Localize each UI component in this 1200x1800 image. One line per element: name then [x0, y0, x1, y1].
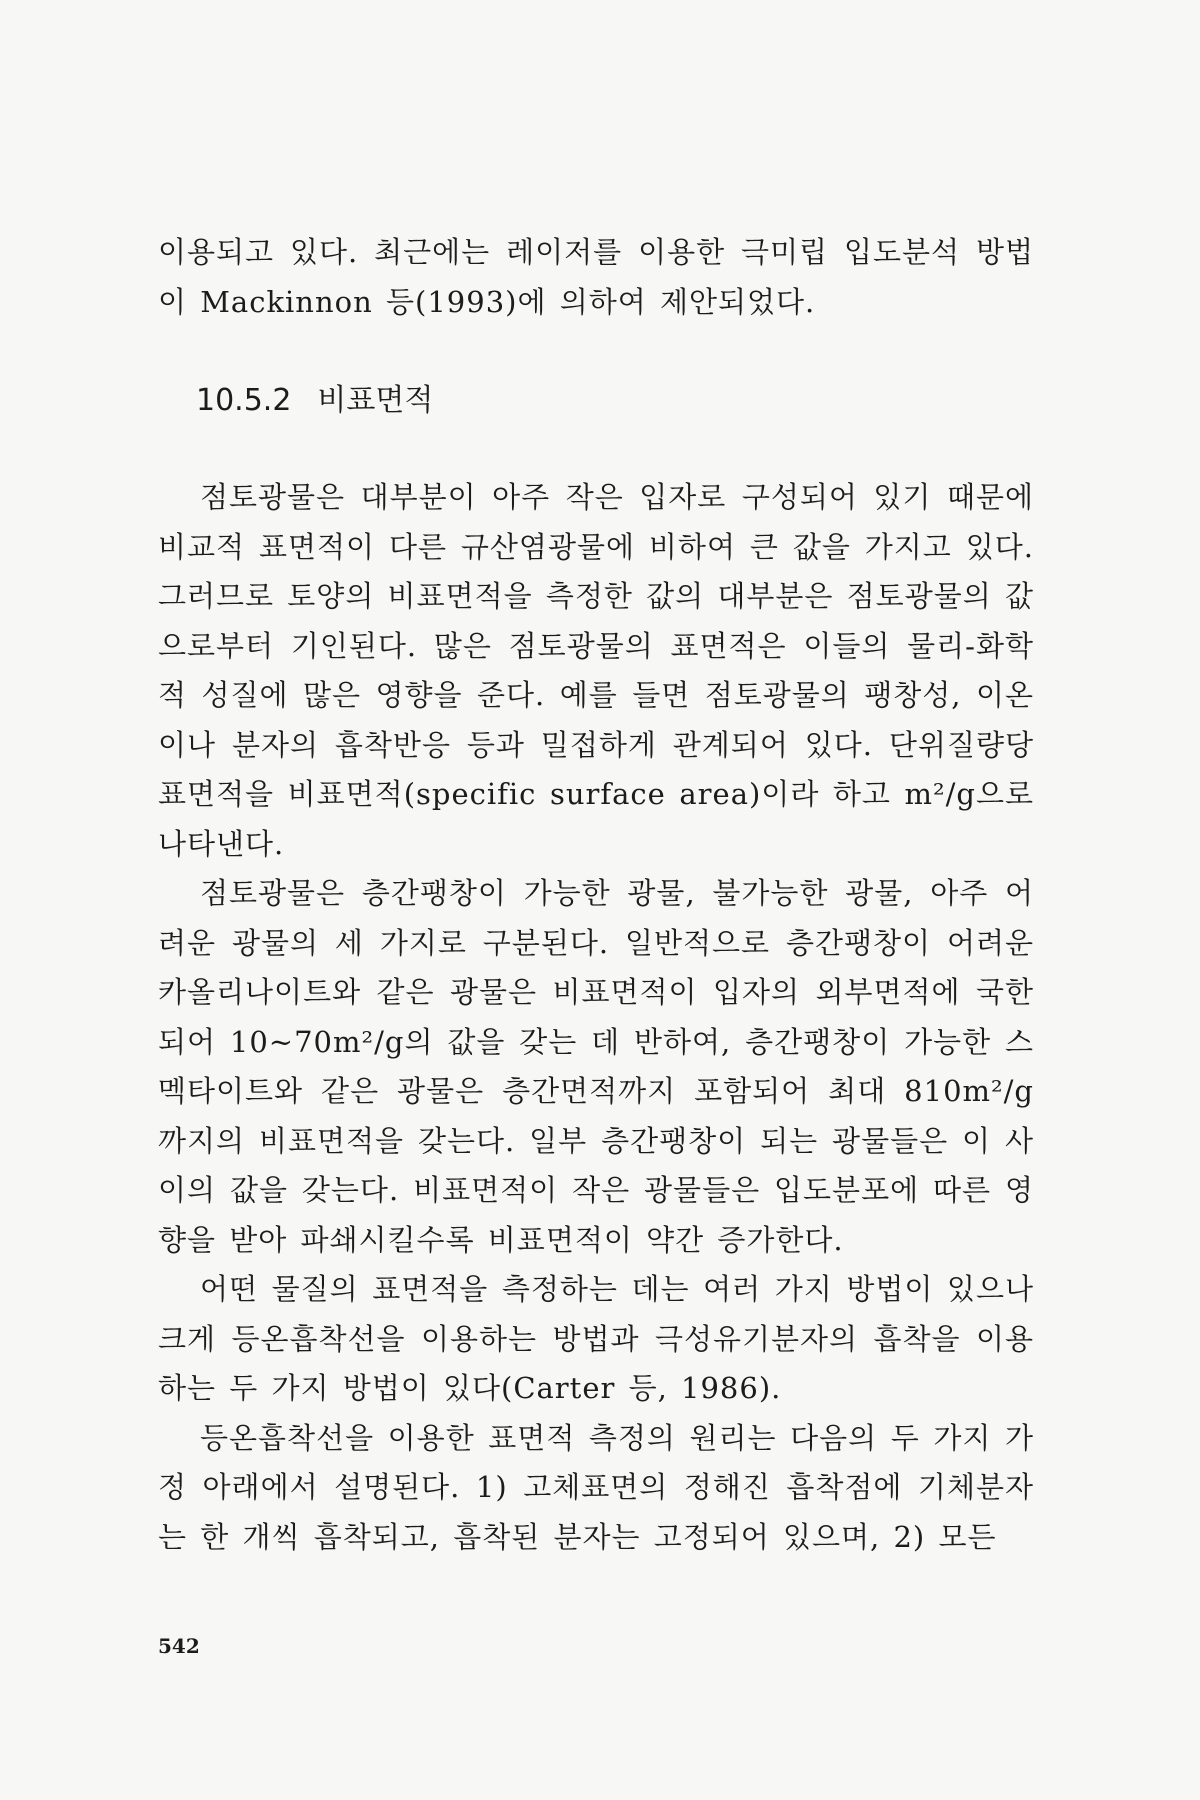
- section-number: 10.5.2: [196, 383, 292, 418]
- intro-paragraph: 이용되고 있다. 최근에는 레이저를 이용한 극미립 입도분석 방법이 Mackinnon 등(1993)에 의하여 제안되었다.: [158, 235, 1034, 319]
- body-paragraph-4: 등온흡착선을 이용한 표면적 측정의 원리는 다음의 두 가지 가정 아래에서 설명된다. 1) 고체표면의 정해진 흡착점에 기체분자는 한 개씩 흡착되고, 흡착된 분자는 고정되어 있으며, 2) 모든: [158, 1420, 1034, 1554]
- body-paragraph-1: 점토광물은 대부분이 아주 작은 입자로 구성되어 있기 때문에 비교적 표면적이 다른 규산염광물에 비하여 큰 값을 가지고 있다. 그러므로 토양의 비표면적을 측정한 값의 대부분은 점토광물의 값으로부터 기인된다. 많은 점토광물의 표면적은 이들의 물리-화학적 성질에 많은 영향을 준다. 예를 들면 점토광물의 팽창성, 이온이나 분자의 흡착반응 등과 밀접하게 관계되어 있다. 단위질량당 표면적을 비표면적(specific surface area)이라 하고 m²/g으로 나타낸다.: [158, 480, 1034, 861]
- body-paragraph-2: 점토광물은 층간팽창이 가능한 광물, 불가능한 광물, 아주 어려운 광물의 세 가지로 구분된다. 일반적으로 층간팽창이 어려운 카올리나이트와 같은 광물은 비표면적이 입자의 외부면적에 국한되어 10~70m²/g의 값을 갖는 데 반하여, 층간팽창이 가능한 스멕타이트와 같은 광물은 층간면적까지 포함되어 최대 810m²/g까지의 비표면적을 갖는다. 일부 층간팽창이 되는 광물들은 이 사이의 값을 갖는다. 비표면적이 작은 광물들은 입도분포에 따른 영향을 받아 파쇄시킬수록 비표면적이 약간 증가한다.: [158, 876, 1034, 1257]
- page-number: 542: [158, 1634, 200, 1658]
- page-body: [158, 228, 1034, 1562]
- body-paragraph-3: 어떤 물질의 표면적을 측정하는 데는 여러 가지 방법이 있으나 크게 등온흡착선을 이용하는 방법과 극성유기분자의 흡착을 이용하는 두 가지 방법이 있다(Carter 등, 1986).: [158, 1272, 1034, 1405]
- section-title: 비표면적: [317, 383, 434, 418]
- section-heading: [196, 381, 1034, 421]
